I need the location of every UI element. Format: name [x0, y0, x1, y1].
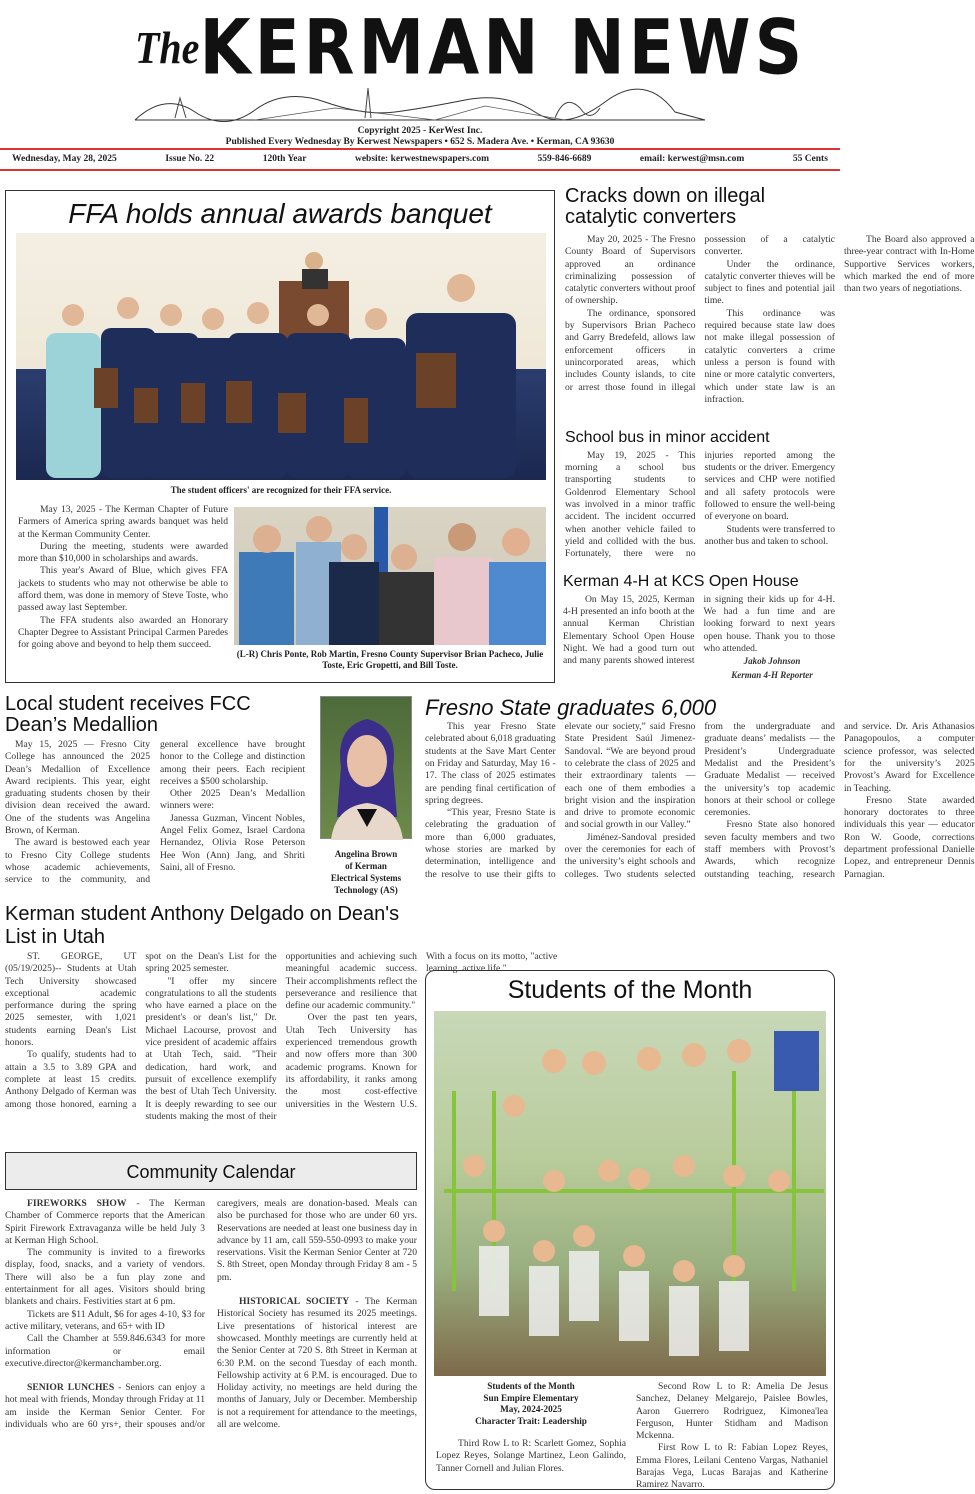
- caption-line: Students of the Month: [487, 1381, 575, 1391]
- fresno-state-paragraph: Fresno State awarded honorary doctorates to three individuals this year — educator Ron W. Goode, corrections department professional Danielle Lopez, and entrepreneur Dennis Parnagian.: [843, 794, 975, 880]
- calendar-item-text: - Seniors can enjoy a hot meal with friends, Monday through Friday at 11 am inside the Kerman Senior Center. For individuals who are 60 yrs+, their spouses and/or caregivers, meals are donation-based. Meals can also be purchased for those who are under 60 yrs. Reservations are needed at least one business day in advance by 11 am, call 559-550-0993 to make your reservations. Visit the Kerman Senior Center at 720 S. 8th Street, open Monday through Friday 8 am - 5 pm.: [5, 1198, 417, 1431]
- price: 55 Cents: [792, 154, 828, 164]
- delgado-headline: Kerman student Anthony Delgado on Dean's List in Utah: [5, 903, 400, 948]
- bus-paragraph: May 19, 2025 - This morning a school bus transporting students to Goldenrod Elementary School was involved in a minor traffic accident. The incident occurred when another vehicle failed to yield and collided with the bus. Fortunately, there were no injuries reported among the students or the driver. Emergency services and CHP were notified and all safety protocols were followed to ensure the well-being of everyone on board.: [565, 449, 835, 560]
- fresno-state-paragraph: Fresno State also honored seven faculty members and two staff members with Provost’s Awards, which recognize outstanding teaching, research and service. Dr. Aris Athanasios Panagopoulos, a computer science professor, was selected for the university’s 2025 Provost’s Award for Excellence in Teaching.: [704, 721, 975, 880]
- students-of-month-panel: [425, 970, 835, 1490]
- calendar-item-lead: SENIOR LUNCHES: [27, 1382, 115, 1394]
- calendar-item: [5, 1198, 205, 1247]
- rule-top: [0, 148, 840, 150]
- catalytic-article: [565, 185, 975, 409]
- calendar-title: Community Calendar: [126, 1162, 296, 1182]
- issue-year: 120th Year: [262, 154, 307, 164]
- calendar-item-text: - The Kerman Chamber of Commerce reports that the American Spirit Firework Extravaganza wille be held July 3 at Kerman High School.: [5, 1198, 205, 1246]
- calendar-item: The community is invited to a fireworks display, food, snacks, and a variety of vendors. There will also be a fun play zone and entertainment for all ages. Visitors should bring blankets and chairs. Festivities start at 6 pm.: [5, 1247, 205, 1308]
- bus-paragraph: Students were transferred to another bus and taken to school.: [704, 523, 835, 547]
- masthead: [0, 0, 840, 128]
- students-photo-illustration: [434, 1011, 826, 1376]
- ffa-body: [18, 504, 228, 652]
- second-row-text: Second Row L to R: Amelia De Jesus Sanchez, Delaney Melgarejo, Paislee Bowles, Aaron Guerrero Rodriguez, Kimonea'lea Ferguson, Hunter Stidham and Madison Mckenna.: [636, 1381, 828, 1442]
- fcc-paragraph: May 15, 2025 — Fresno City College has announced the 2025 Dean’s Medallion of Excellence Award recipients. This year, eight graduating students chosen by their division dean received the award. One of the students was Angelina Brown, of Kerman.: [5, 739, 150, 837]
- newspaper-title: [135, 2, 807, 94]
- 4h-body: [563, 594, 835, 684]
- delgado-paragraph: To qualify, students had to attain a 3.5 to 3.89 GPA and complete at least 15 credits. Anthony Delgado of Kerman was among those honored, earning a spot on the Dean's List for the spring 2025 semester.: [5, 951, 277, 1110]
- 4h-byline: [709, 654, 835, 682]
- catalytic-body: [565, 234, 975, 409]
- copyright: Copyright 2025 - KerWest Inc.: [357, 126, 483, 136]
- ffa-paragraph: During the meeting, students were awarded more than $10,000 in scholarships and awards.: [18, 540, 228, 565]
- issue-date: Wednesday, May 28, 2025: [12, 154, 117, 164]
- delgado-paragraph: "I offer my sincere congratulations to all the students who have earned a place on the president's or dean's list," Dr. Michael Lacourse, provost and vice president of academic affairs at Utah Tech, said. "Their dedication, hard work, and pursuit of excellence exemplify the best of Utah Tech University. It is deeply rewarding to see our students making the most of their opportunities and achieving such meaningful academic success. Their accomplishments reflect the perseverance and resilience that define our academic community.": [145, 951, 417, 1122]
- ffa-photo-illustration: [16, 233, 546, 480]
- catalytic-paragraph: May 20, 2025 - The Fresno County Board of Supervisors approved an ordinance criminalizing possession of catalytic converters without proof of ownership.: [565, 234, 696, 307]
- issue-number: Issue No. 22: [165, 154, 215, 164]
- students-caption-heading: [436, 1381, 626, 1427]
- fcc-paragraph: Other 2025 Dean’s Medallion winners were:: [160, 788, 305, 812]
- rule-bottom: [0, 169, 840, 171]
- 4h-paragraph: On May 15, 2025, Kerman 4-H presented an info booth at the annual Kerman Christian Elementary School Open House Night. We had a good turn out and many parents showed interest in signing their kids up for 4-H. We had a fun time and are looking forward to next years open house. Thank you to those who attended.: [563, 593, 835, 667]
- third-row-text: Third Row L to R: Scarlett Gomez, Sophia Lopez Reyes, Solange Martinez, Leon Galindo, Tanner Cornell and Julian Flores.: [436, 1438, 626, 1474]
- delgado-paragraph: Over the past ten years, Utah Tech University has experienced tremendous growth and now offers more than 300 academic programs. Known for its affordability, it ranks among the most cost-effective universities in the Western U.S. With a focus on its motto, "active learning. active life.": [285, 951, 558, 1110]
- fresno-state-body: [425, 721, 975, 891]
- delgado-article: [5, 903, 558, 1126]
- ffa-photo-caption: The student officers' are recognized for their FFA service.: [170, 485, 392, 495]
- caption-line: Angelina Brown: [334, 849, 398, 859]
- fresno-state-article: [425, 695, 975, 891]
- fresno-state-paragraph: “This year, Fresno State is celebrating the graduation of more than 6,000 graduates, whose stories are marked by determination, intelligence and the resolve to use their gifts to elevate our society,” said Fresno State President Saúl Jimenez-Sandoval. “We are beyond proud to celebrate the class of 2025 and their extraordinary talents — each one of them embodies a bright vision and the inspiration and drive to promote economic and social growth in our Valley.”: [425, 721, 696, 880]
- fcc-paragraph: The award is bestowed each year to Fresno City College students whose academic achievements, service to the community, and general excellence have brought honor to the College and distinction among their peers. Each recipient receives a $500 scholarship.: [5, 739, 305, 886]
- website-link[interactable]: website: kerwestnewspapers.com: [354, 154, 489, 164]
- ffa-paragraph: May 13, 2025 - The Kerman Chapter of Future Farmers of America spring awards banquet was held at the Kerman Community Center.: [18, 504, 228, 540]
- bus-body: [565, 450, 835, 562]
- farm-scene-illustration: [135, 82, 705, 122]
- fcc-paragraph: Janessa Guzman, Vincent Nobles, Angel Felix Gomez, Israel Cardona Hernandez, Olivia Rose Peterson Hee Won (Ann) Jang, and Shriti Saini, all of Fresno.: [160, 812, 305, 873]
- caption-line: Character Trait: Leadership: [475, 1415, 587, 1426]
- portrait-illustration: [321, 697, 413, 840]
- caption-line: Sun Empire Elementary: [483, 1392, 579, 1403]
- calendar-item-lead: HISTORICAL SOCIETY: [239, 1296, 350, 1308]
- title-main: KERMAN NEWS: [199, 3, 807, 92]
- students-group-photo: [434, 1011, 826, 1376]
- bus-article: [565, 430, 835, 562]
- students-caption-left: [436, 1381, 626, 1475]
- caption-line: May, 2024-2025: [500, 1404, 562, 1414]
- caption-line: Electrical Systems: [330, 873, 402, 883]
- fcc-headline: Local student receives FCC Dean’s Medallion: [5, 693, 251, 736]
- officials-photo-illustration: [234, 507, 546, 645]
- calendar-item-lead: FIREWORKS SHOW: [27, 1198, 127, 1209]
- first-row-text: First Row L to R: Fabian Lopez Reyes, Emma Flores, Leilani Centeno Vargas, Nathaniel Barajas Vega, Lucas Barajas and Katherine Ramirez Navarro.: [636, 1442, 828, 1491]
- officials-photo-caption: (L-R) Chris Ponte, Rob Martin, Fresno County Supervisor Brian Pacheco, Julie Toste, Eric Gropetti, and Bill Toste.: [236, 649, 544, 670]
- fresno-state-paragraph: This year Fresno State celebrated about 6,018 graduating students at the Save Mart Center on Friday and Saturday, May 16 - 17. The class of 2025 estimates are pending final certification of spring degrees.: [425, 721, 556, 806]
- ffa-headline: FFA holds annual awards banquet: [68, 198, 492, 229]
- catalytic-paragraph: Under the ordinance, catalytic converter thieves will be subject to fines and potential jail time.: [704, 258, 835, 307]
- catalytic-paragraph: This ordinance was required because state law does not make illegal possession of catalytic converters a crime unless a person is found with nine or more catalytic converters, which under state law is an infraction.: [704, 307, 835, 405]
- fcc-article: [5, 694, 305, 899]
- byline-name: Jakob Johnson: [743, 655, 801, 666]
- students-of-month-title: Students of the Month: [507, 976, 753, 1004]
- issue-info-bar: [0, 151, 840, 167]
- calendar-item: Tickets are $11 Adult, $6 for ages 4-10, $3 for active military, veterans, and 65+ with ID: [5, 1308, 205, 1332]
- email-link[interactable]: email: kerwest@msn.com: [639, 154, 745, 164]
- third-row-names: [436, 1438, 626, 1475]
- 4h-headline: Kerman 4-H at KCS Open House: [563, 573, 799, 590]
- delgado-body: [5, 951, 558, 1126]
- calendar-item: Call the Chamber at 559.846.6343 for more information or email executive.director@kermanchamber.org.: [5, 1333, 205, 1369]
- calendar-item-text: - The Kerman Historical Society has resumed its 2025 meetings. Live presentations of historical interest are showcased. Monthly meetings are currently held at the Senior Center at 720 S. 8th Street in Kerman at 6:30 P.M. on the second Tuesday of each month. Fellowship activity at 6 P.M. is encouraged. Due to Holiday activity, no meetings are held during the months of January, July or December. Membership is not a requirement for attendance to the meetings, all are welcome.: [217, 1296, 417, 1431]
- fresno-state-paragraph: Jiménez-Sandoval presided over the ceremonies for each of the university’s eight schools and colleges. Two students selected from the undergraduate and graduate deans’ medalists — the President’s Undergraduate Medalist and the President’s Graduate Medalist — received the university’s top academic honors at their school or college ceremonies.: [564, 721, 835, 880]
- officials-photo: [234, 507, 546, 645]
- fcc-body: [5, 739, 305, 899]
- phone-number: 559-846-6689: [537, 154, 592, 164]
- catalytic-headline: Cracks down on illegal catalytic converters: [565, 185, 766, 228]
- caption-line: of Kerman: [345, 861, 387, 871]
- students-caption-right: [636, 1381, 828, 1492]
- bus-headline: School bus in minor accident: [565, 429, 770, 446]
- angelina-brown-caption: [315, 848, 417, 896]
- angelina-brown-photo: [320, 696, 412, 839]
- catalytic-paragraph: The Board also approved a three-year contract with In-Home Supportive Services workers, which marked the end of more than two years of negotiations.: [844, 234, 975, 295]
- calendar-body: [5, 1198, 417, 1492]
- title-the: The: [135, 21, 200, 74]
- ffa-paragraph: This year's Award of Blue, which gives FFA jackets to students who may not otherwise be able to afford them, was done in memory of Steve Toste, who passed away last September.: [18, 565, 228, 614]
- delgado-paragraph: ST. GEORGE, UT (05/19/2025)-- Students at Utah Tech University showcased exceptional academic performance during the spring 2025 semester, with 1,021 students earning Dean's List honors.: [5, 951, 137, 1049]
- publisher-info: [0, 126, 840, 148]
- caption-line: Technology (AS): [334, 885, 398, 895]
- calendar-header: [5, 1152, 417, 1190]
- catalytic-paragraph: The ordinance, sponsored by Supervisors Brian Pacheco and Garry Bredefeld, allows law enforcement officers in unincorporated areas, which includes County islands, to cite or arrest those found in illegal possession of a catalytic converter.: [565, 234, 835, 393]
- fresno-state-headline: Fresno State graduates 6,000: [425, 695, 717, 720]
- ffa-paragraph: The FFA students also awarded an Honorary Chapter Degree to Assistant Principal Carmen Paredes for going above and beyond to help them succeed.: [18, 614, 228, 651]
- calendar-item: [217, 1296, 417, 1431]
- ffa-banquet-photo: [16, 233, 546, 480]
- published-line: Published Every Wednesday By Kerwest Newspapers • 652 S. Madera Ave. • Kerman, CA 93630: [225, 137, 615, 147]
- 4h-article: [563, 574, 835, 684]
- byline-title: Kerman 4-H Reporter: [731, 669, 813, 680]
- ffa-article: [5, 190, 555, 683]
